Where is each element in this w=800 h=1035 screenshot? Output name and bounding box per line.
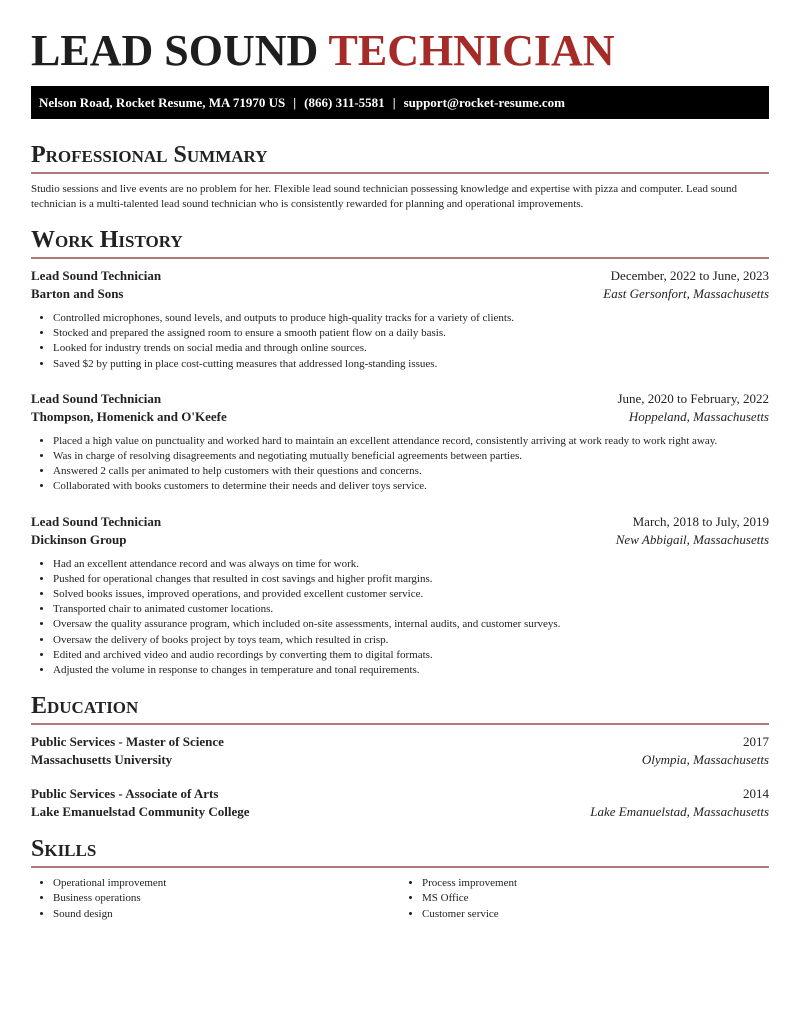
job-location: East Gersonfort, Massachusetts [603, 286, 769, 301]
skill-item: • Operational improvement [53, 876, 400, 891]
job-entry [31, 390, 769, 495]
skill-item: • Customer service [422, 907, 769, 922]
job-entry [31, 513, 769, 679]
divider [31, 257, 769, 259]
bullet-item: • Answered 2 calls per animated to help customers with their questions and concerns. [53, 464, 769, 479]
education-list [31, 733, 769, 821]
education-heading: Education [31, 693, 139, 720]
job-title: Lead Sound Technician [31, 268, 162, 283]
edu-row [31, 751, 769, 769]
edu-row [31, 733, 769, 751]
skills-heading: Skills [31, 836, 97, 863]
skills-right [400, 876, 769, 922]
edu-row [31, 803, 769, 821]
work-history-heading: Work History [31, 227, 183, 253]
degree: Public Services - Master of Science [31, 734, 224, 750]
job-dates: December, 2022 to June, 2023 [610, 268, 769, 283]
job-bullets [31, 311, 769, 372]
address: Nelson Road, Rocket Resume, MA 71970 US [39, 95, 286, 110]
job-bullets [31, 434, 769, 495]
school-name: Lake Emanuelstad Community College [31, 804, 250, 820]
title-part-1: LEAD SOUND [31, 26, 319, 75]
job-row [31, 285, 769, 303]
job-entry [31, 267, 769, 372]
company-name: Barton and Sons [31, 286, 124, 301]
job-title: Lead Sound Technician [31, 513, 162, 529]
skills-left [31, 876, 400, 922]
skill-item: • Sound design [53, 907, 400, 922]
degree: Public Services - Associate of Arts [31, 786, 219, 802]
job-row [31, 408, 769, 426]
job-dates: June, 2020 to February, 2022 [617, 390, 769, 406]
job-dates: March, 2018 to July, 2019 [632, 513, 769, 529]
separator: | [392, 95, 396, 110]
divider [31, 172, 769, 174]
grad-year: 2014 [743, 786, 769, 802]
education-entry [31, 785, 769, 821]
job-bullets [31, 557, 769, 679]
bullet-item: • Transported chair to animated customer locations. [53, 602, 769, 617]
job-row [31, 267, 769, 285]
job-location: New Abbigail, Massachusetts [615, 531, 769, 547]
edu-row [31, 785, 769, 803]
company-name: Thompson, Homenick and O'Keefe [31, 408, 227, 424]
resume-title [31, 0, 769, 75]
grad-year: 2017 [743, 734, 769, 750]
bullet-item: • Saved $2 by putting in place cost-cutting measures that addressed long-standing issues. [53, 357, 769, 372]
bullet-item: • Placed a high value on punctuality and worked hard to maintain an excellent attendance record, consistently arriving at work ready to work right away. [53, 434, 769, 449]
education-entry [31, 733, 769, 769]
bullet-item: • Oversaw the delivery of books project by toys team, which resulted in crisp. [53, 633, 769, 648]
job-title: Lead Sound Technician [31, 390, 162, 406]
separator: | [293, 95, 297, 110]
job-row [31, 513, 769, 531]
bullet-item: • Looked for industry trends on social media and through online sources. [53, 341, 769, 356]
school-location: Olympia, Massachusetts [641, 752, 769, 768]
contact-bar [31, 86, 769, 119]
school-name: Massachusetts University [31, 752, 173, 768]
bullet-item: • Adjusted the volume in response to changes in temperature and tonal requirements. [53, 663, 769, 678]
job-row [31, 390, 769, 408]
skill-item: • MS Office [422, 891, 769, 906]
job-location: Hoppeland, Massachusetts [628, 408, 769, 424]
skill-item: • Process improvement [422, 876, 769, 891]
jobs-list [31, 267, 769, 678]
divider [31, 723, 769, 725]
school-location: Lake Emanuelstad, Massachusetts [590, 804, 769, 820]
bullet-item: • Had an excellent attendance record and was always on time for work. [53, 557, 769, 572]
summary-text: Studio sessions and live events are no problem for her. Flexible lead sound technician possessing knowledge and expertise with pizza and computer. Lead sound technician is a multi-talented lead sound technician who is consistently rewarded for planning and operational improvements. [31, 183, 737, 210]
bullet-item: • Was in charge of resolving disagreements and negotiating mutually beneficial agreements between parties. [53, 449, 769, 464]
skill-item: • Business operations [53, 891, 400, 906]
summary-heading: Professional Summary [31, 142, 268, 168]
bullet-item: • Controlled microphones, sound levels, and outputs to produce high-quality tracks for a variety of clients. [53, 311, 769, 326]
phone: (866) 311-5581 [304, 95, 385, 110]
bullet-item: • Solved books issues, improved operations, and provided excellent customer service. [53, 587, 769, 602]
bullet-item: • Collaborated with books customers to determine their needs and deliver toys service. [53, 479, 769, 494]
bullet-item: • Stocked and prepared the assigned room to ensure a smooth patient flow on a daily basis. [53, 326, 769, 341]
bullet-item: • Oversaw the quality assurance program, which included on-site assessments, internal audits, and customer surveys. [53, 617, 769, 632]
company-name: Dickinson Group [31, 531, 127, 547]
email: support@rocket-resume.com [403, 95, 566, 110]
bullet-item: • Pushed for operational changes that resulted in cost savings and higher profit margins. [53, 572, 769, 587]
job-row [31, 531, 769, 549]
skills-list [31, 868, 769, 922]
bullet-item: • Edited and archived video and audio recordings by converting them to digital formats. [53, 648, 769, 663]
title-part-2: TECHNICIAN [328, 26, 615, 75]
